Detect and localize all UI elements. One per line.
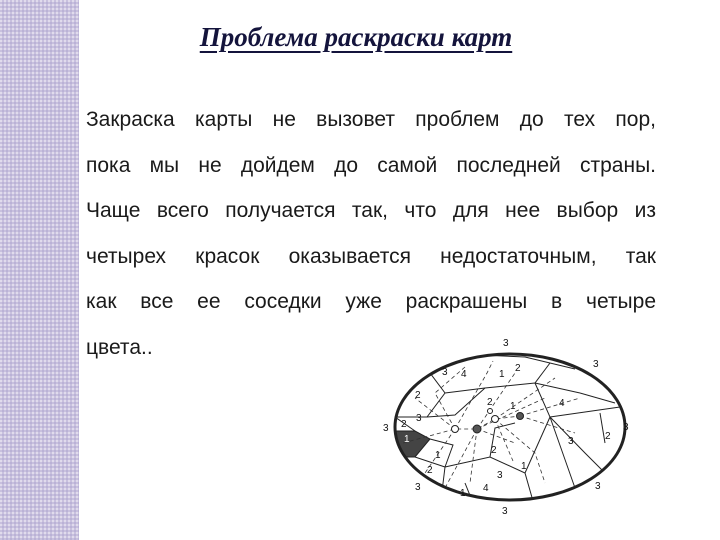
outer-label: 3 <box>593 359 599 370</box>
outer-label: 3 <box>623 422 629 433</box>
body-line: Чаще всего получается так, что для нее выбор из <box>86 199 656 222</box>
outer-label: 3 <box>415 482 421 493</box>
map-outline <box>395 354 625 500</box>
region-label: 2 <box>515 363 521 374</box>
region-label: 3 <box>416 413 422 424</box>
node-dot <box>452 426 459 433</box>
region-label: 1 <box>435 450 441 461</box>
outer-label: 3 <box>502 506 508 517</box>
outer-label: 3 <box>383 423 389 434</box>
last-country-label: 1 <box>404 434 410 445</box>
region-label: 2 <box>415 390 421 401</box>
node-dot <box>488 409 493 414</box>
body-line: пока мы не дойдем до самой последней страны. <box>86 153 656 177</box>
region-label: 1 <box>460 488 466 499</box>
map-coloring-diagram <box>375 333 635 518</box>
slide-title: Проблема раскраски карт <box>199 22 513 52</box>
region-label: 1 <box>510 401 516 412</box>
region-label: 4 <box>483 483 489 494</box>
body-line: четырех красок оказывается недостаточным, так <box>86 244 656 268</box>
body-line: как все ее соседки уже раскрашены в четыре <box>86 290 656 313</box>
outer-label: 3 <box>595 481 601 492</box>
outer-label: 3 <box>503 338 509 349</box>
region-label: 2 <box>605 431 611 442</box>
region-label: 2 <box>487 397 493 408</box>
region-label: 4 <box>461 369 467 380</box>
region-borders <box>395 355 620 508</box>
body-line: Закраска карты не вызовет проблем до тех пор, <box>86 108 656 131</box>
region-label: 2 <box>401 419 407 430</box>
center-nodes <box>452 409 524 434</box>
node-dot <box>473 425 481 433</box>
node-dot <box>517 413 524 420</box>
region-label: 2 <box>427 465 433 476</box>
node-dot <box>492 416 499 423</box>
decorative-side-band <box>0 0 79 540</box>
region-label: 2 <box>491 445 497 456</box>
region-label: 1 <box>499 369 505 380</box>
region-label: 3 <box>497 470 503 481</box>
region-label: 1 <box>521 461 527 472</box>
body-line: цвета.. <box>86 335 153 359</box>
region-label: 4 <box>559 398 565 409</box>
region-label: 3 <box>568 436 574 447</box>
region-label: 3 <box>442 367 448 378</box>
slide-body-text <box>86 97 656 370</box>
